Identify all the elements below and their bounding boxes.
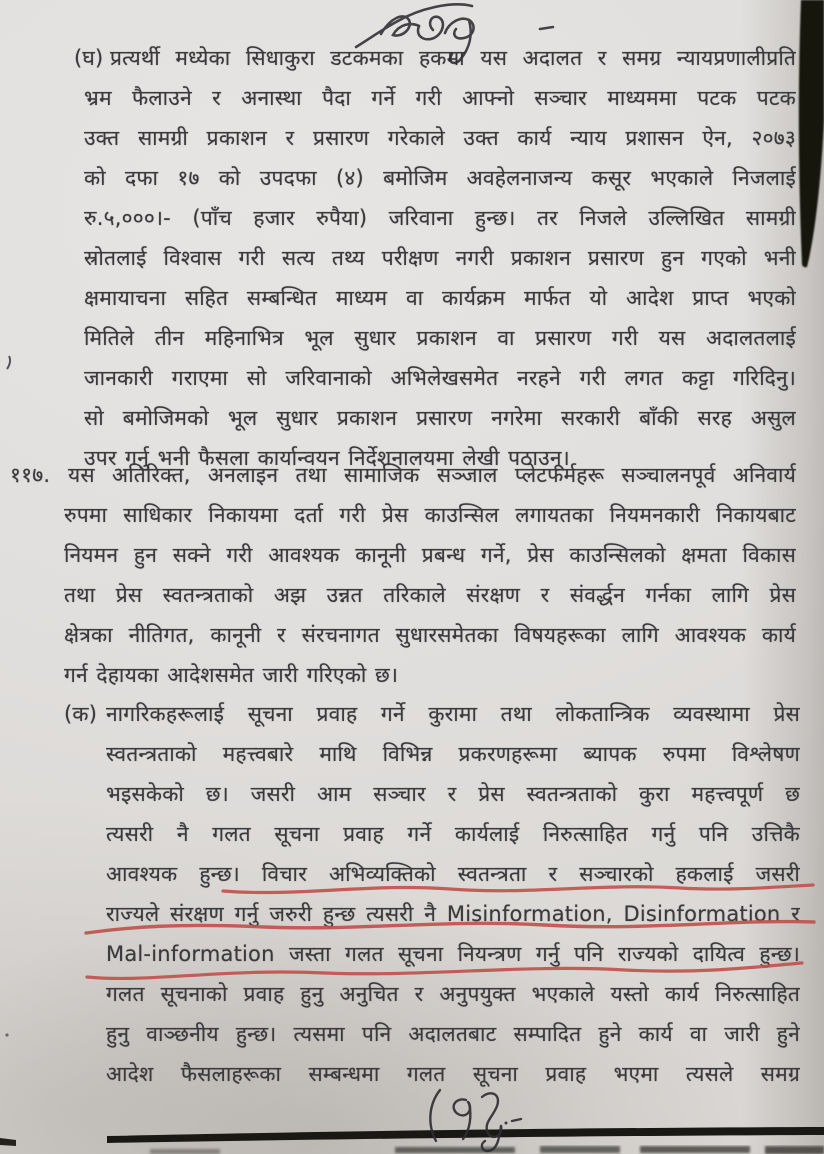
text-line: त्यसरी नै गलत सूचना प्रवाह गर्ने कार्यलाई निरुत्साहित गर्नु पनि उत्तिकै xyxy=(106,822,800,846)
text-line: क्षमायाचना सहित सम्बन्धित माध्यम वा कार्यक्रम मार्फत यो आदेश प्राप्त भएको xyxy=(84,286,796,310)
text-line: जानकारी गराएमा सो जरिवानाको अभिलेखसमेत नरहने गरी लगत कट्टा गरिदिनु। xyxy=(84,366,796,390)
paragraph-gha-label: (घ) xyxy=(74,46,104,70)
scan-edge-right xyxy=(799,0,824,267)
text-line: हुनु वाञ्छनीय हुन्छ। त्यसमा पनि अदालतबाट सम्पादित हुने कार्य वा जारी हुने xyxy=(106,1022,800,1046)
text-line: गलत सूचनाको प्रवाह हुनु अनुचित र अनुपयुक्त भएकाले यस्तो कार्य निरुत्साहित xyxy=(106,982,800,1006)
paragraph-117 xyxy=(10,455,796,695)
text-line: रुपमा साधिकार निकायमा दर्ता गरी प्रेस काउन्सिल लगायतका नियमनकारी निकायबाट xyxy=(64,503,796,527)
text-line: मितिले तीन महिनाभित्र भूल सुधार प्रकाशन वा प्रसारण गरी यस अदालतलाई xyxy=(84,326,796,350)
text-line underlined: आवश्यक हुन्छ। विचार अभिव्यक्तिको स्वतन्त्रता र सञ्चारको हकलाई जसरी xyxy=(106,862,800,886)
text-line: भ्रम फैलाउने र अनास्था पैदा गर्ने गरी आफ्नो सञ्चार माध्यममा पटक पटक xyxy=(84,86,796,110)
text-line: तथा प्रेस स्वतन्त्रताको अझ उन्नत तरिकाले संरक्षण र संवर्द्धन गर्नका लागि प्रेस xyxy=(64,583,796,607)
text-line: राज्यले संरक्षण गर्नु जरुरी हुन्छ त्यसरी नै Misinformation, Disinformation र xyxy=(106,902,800,926)
handwritten-page-mark xyxy=(430,1090,521,1151)
scan-corner-speck xyxy=(0,1138,16,1146)
text-line: उक्त सामग्री प्रकाशन र प्रसारण गरेकाले उक्त कार्य न्याय प्रशासन ऐन, २०७३ xyxy=(84,126,796,150)
text-line: सो बमोजिमको भूल सुधार प्रकाशन प्रसारण नगरेमा सरकारी बाँकी सरह असुल xyxy=(84,406,796,430)
text-line: भइसकेको छ। जसरी आम सञ्चार र प्रेस स्वतन्त्रताको कुरा महत्त्वपूर्ण छ xyxy=(106,782,800,806)
text-line: गर्न देहायका आदेशसमेत जारी गरिएको छ। xyxy=(64,663,399,687)
text-line: उपर गर्नु भनी फैसला कार्यान्वयन निर्देशनालयमा लेखी पठाउनू। xyxy=(84,446,570,470)
text-line: स्रोतलाई विश्वास गरी सत्य तथ्य परीक्षण नगरी प्रकाशन प्रसारण हुन गएको भनी xyxy=(84,246,796,270)
text-line: नागरिकहरूलाई सूचना प्रवाह गर्ने कुरामा तथा लोकतान्त्रिक व्यवस्थामा प्रेस xyxy=(106,702,800,726)
text-line: यस अतिरिक्त, अनलाइन तथा सामाजिक सञ्जाल प्लेटफर्महरू सञ्चालनपूर्व अनिवार्य xyxy=(68,463,796,487)
text-line: प्रत्यर्थी मध्येका सिधाकुरा डटकमका हकमा यस अदालत र समग्र न्यायप्रणालीप्रति xyxy=(110,46,796,70)
text-line: नियमन हुन सक्ने गरी आवश्यक कानूनी प्रबन्ध गर्ने, प्रेस काउन्सिलको क्षमता विकास xyxy=(64,543,796,567)
text-line: क्षेत्रका नीतिगत, कानूनी र संरचनागत सुधारसमेतका विषयहरूका लागि आवश्यक कार्य xyxy=(64,623,796,647)
paragraph-ka xyxy=(64,694,800,1094)
text-line: को दफा १७ को उपदफा (४) बमोजिम अवहेलनाजन्य कसूर भएकाले निजलाई xyxy=(84,166,796,190)
scan-edge-bottom-band xyxy=(107,1127,824,1143)
footer-smudge xyxy=(150,1146,824,1154)
text-line: Mal-information जस्ता गलत सूचना नियन्त्रण गर्नु पनि राज्यको दायित्व हुन्छ। xyxy=(106,942,800,966)
margin-dot-speck xyxy=(5,1033,8,1036)
text-line: स्वतन्त्रताको महत्त्वबारे माथि विभिन्न प्रकरणहरूमा ब्यापक रुपमा विश्लेषण xyxy=(106,742,800,766)
paragraph-ka-label: (क) xyxy=(64,702,98,726)
text-line: आदेश फैसलाहरूका सम्बन्धमा गलत सूचना प्रवाह भएमा त्यसले समग्र xyxy=(106,1062,800,1086)
paragraph-gha xyxy=(74,38,796,478)
text-line: रु.५,०००।- (पाँच हजार रुपैया) जरिवाना हुन्छ। तर निजले उल्लिखित सामग्री xyxy=(84,206,796,230)
paragraph-117-label: ११७. xyxy=(10,463,51,487)
margin-speck xyxy=(7,356,10,369)
